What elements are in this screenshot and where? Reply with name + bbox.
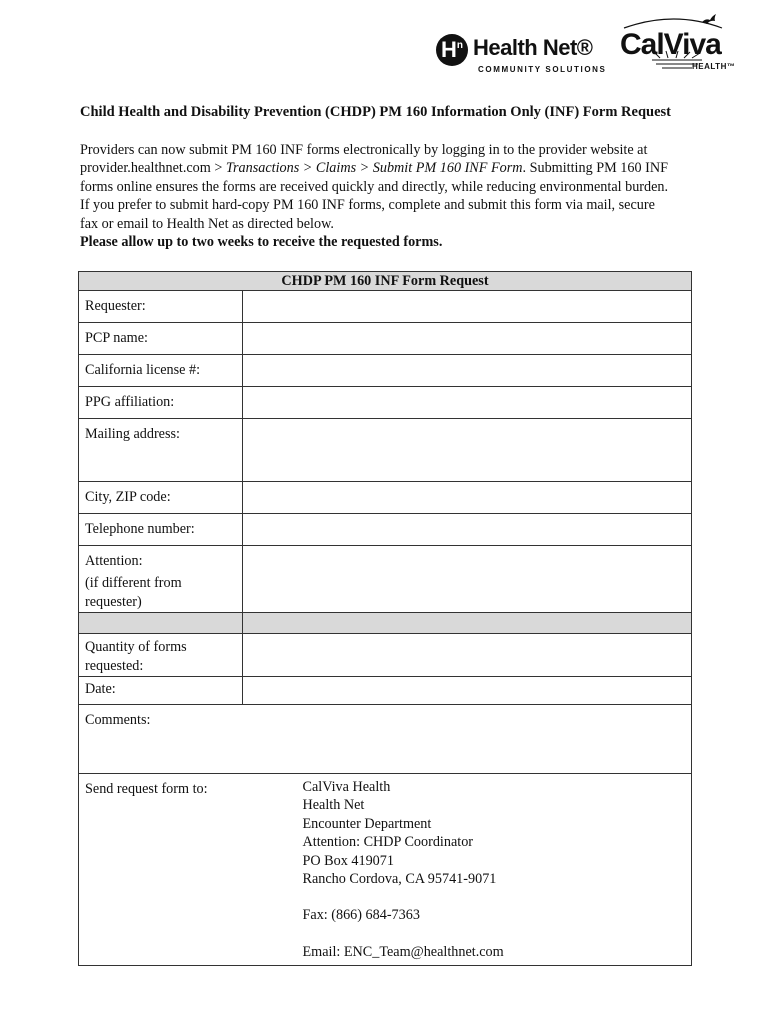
pcp-name-field[interactable]	[243, 323, 692, 355]
mailing-destination	[243, 774, 692, 966]
form-row-pcp	[79, 323, 692, 355]
requester-field[interactable]	[243, 291, 692, 323]
form-row-comments	[79, 705, 692, 774]
intro-notice: Please allow up to two weeks to receive the requested forms.	[80, 234, 443, 251]
attention-field[interactable]	[243, 546, 692, 613]
attention-label-text: Attention:	[85, 553, 143, 569]
form-row-mailing	[79, 419, 692, 482]
intro-line-2	[80, 159, 730, 177]
address-line-2: Health Net	[302, 797, 365, 814]
comments-field[interactable]	[79, 705, 692, 774]
mailing-address-label: Mailing address:	[79, 419, 243, 482]
quantity-field[interactable]	[243, 634, 692, 677]
address-gap-2	[303, 925, 686, 943]
date-field[interactable]	[243, 677, 692, 705]
email-address: Email: ENC_Team@healthnet.com	[302, 943, 504, 960]
address-line-3: Encounter Department	[302, 815, 432, 832]
calviva-name: CalViva	[620, 28, 721, 61]
intro-line-3: forms online ensures the forms are received quickly and directly, while reducing environmental burden.	[80, 178, 669, 195]
quantity-label-line-1: Quantity of forms	[85, 639, 187, 655]
intro-line-2-suffix: . Submitting PM 160 INF	[522, 160, 668, 177]
intro-line-5: fax or email to Health Net as directed below.	[80, 215, 334, 232]
date-label: Date:	[79, 677, 243, 705]
form-row-license	[79, 355, 692, 387]
intro-line-1: Providers can now submit PM 160 INF forms electronically by logging in to the provider website at	[80, 142, 648, 158]
intro-site-path: provider.healthnet.com >	[80, 160, 226, 177]
intro-nav-path: Transactions > Claims > Submit PM 160 INF Form	[225, 160, 523, 177]
calviva-tagline: HEALTH™	[692, 62, 736, 71]
header-logos	[432, 12, 736, 80]
pcp-name-label: PCP name:	[79, 323, 243, 355]
license-label: California license #:	[79, 355, 243, 387]
ppg-label: PPG affiliation:	[79, 387, 243, 419]
form-header-row	[79, 272, 692, 291]
intro-line-4: If you prefer to submit hard-copy PM 160 INF forms, complete and submit this form via mail, secure	[80, 197, 655, 214]
attention-note-1: (if different from	[85, 575, 182, 591]
attention-label	[79, 546, 243, 613]
address-line-6: Rancho Cordova, CA 95741-9071	[302, 871, 497, 888]
comments-label: Comments:	[85, 712, 151, 728]
city-zip-label: City, ZIP code:	[79, 482, 243, 514]
divider-cell-right	[243, 613, 692, 634]
form-row-city	[79, 482, 692, 514]
city-zip-field[interactable]	[243, 482, 692, 514]
form-row-send-to	[79, 774, 692, 966]
health-net-mark-icon: $H^n$	[436, 34, 468, 66]
health-net-logo	[436, 34, 606, 78]
send-to-label: Send request form to:	[79, 774, 243, 966]
license-field[interactable]	[243, 355, 692, 387]
address-gap-1	[303, 888, 686, 906]
intro-paragraph	[80, 141, 730, 251]
calviva-logo	[616, 12, 736, 74]
form-row-attention	[79, 546, 692, 613]
form-row-ppg	[79, 387, 692, 419]
request-form-table	[78, 271, 692, 966]
address-line-4: Attention: CHDP Coordinator	[302, 834, 474, 851]
requester-label: Requester:	[79, 291, 243, 323]
form-row-requester	[79, 291, 692, 323]
telephone-field[interactable]	[243, 514, 692, 546]
telephone-label: Telephone number:	[79, 514, 243, 546]
fax-number: Fax: (866) 684-7363	[302, 907, 420, 924]
health-net-name: Health Net®	[473, 35, 593, 60]
health-net-tagline: COMMUNITY SOLUTIONS	[478, 65, 607, 74]
address-line-1: CalViva Health	[302, 779, 391, 795]
address-line-5: PO Box 419071	[302, 852, 394, 869]
page-title: Child Health and Disability Prevention (CHDP) PM 160 Information Only (INF) Form Request	[80, 104, 671, 120]
divider-cell-left	[79, 613, 243, 634]
attention-note-2: requester)	[85, 594, 142, 610]
ppg-field[interactable]	[243, 387, 692, 419]
form-header: CHDP PM 160 INF Form Request	[79, 272, 692, 291]
quantity-label	[79, 634, 243, 677]
form-divider-row	[79, 613, 692, 634]
form-row-date	[79, 677, 692, 705]
form-row-telephone	[79, 514, 692, 546]
quantity-label-line-2: requested:	[85, 658, 144, 674]
mailing-address-field[interactable]	[243, 419, 692, 482]
form-row-quantity	[79, 634, 692, 677]
